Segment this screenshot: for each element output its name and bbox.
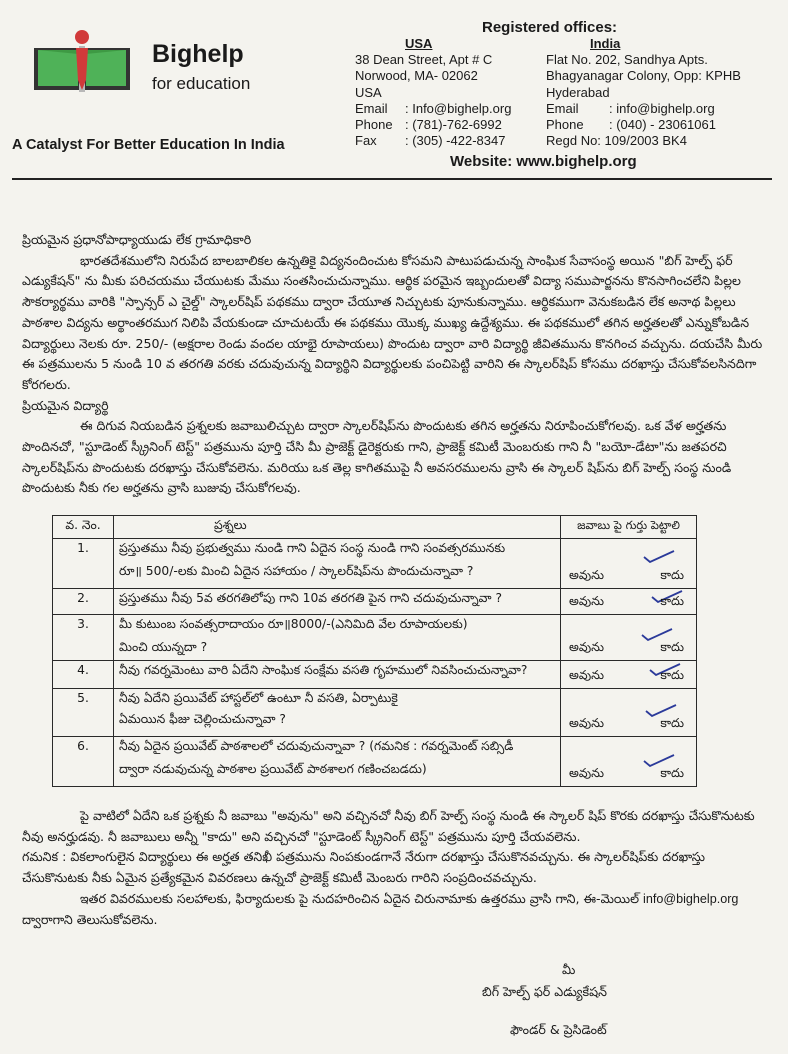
eligibility-paragraph: పై వాటిలో ఏదేని ఒక ప్రశ్నకు నీ జవాబు "అవును" అని వచ్చినచో నీవు బిగ్ హెల్ప్ సంస్థ నుండి ఈ స్కాలర్ షిప్ కొరకు దరఖాస్తు చేసుకొనుటకు నీవు అనర్హుడవు. నీ జవాబులు అన్నీ "కాదు" అని వచ్చినచో "స్టూడెంట్ స్క్రీనింగ్ టెస్ట్" పత్రమును పూర్తి చేయవలెను. — [22, 808, 755, 844]
row-number: 1. — [53, 539, 114, 589]
registered-offices-title: Registered offices: — [482, 19, 618, 36]
table-row — [53, 737, 697, 787]
table-row — [53, 661, 697, 689]
usa-phone-row — [355, 117, 545, 133]
question-line1: నీవు ఏదైన ప్రయివేట్ పాఠశాలలో చదువుచున్నావా ? (గమనిక : గవర్నమెంట్ సబ్సిడీ — [119, 739, 514, 753]
row-number: 3. — [53, 615, 114, 661]
india-phone-row — [546, 117, 781, 133]
salutation-headmaster: ప్రియమైన ప్రధానోపాధ్యాయుడు లేక గ్రామాధికారి — [22, 232, 252, 247]
row-number: 2. — [53, 589, 114, 615]
answer-cell[interactable] — [561, 737, 697, 787]
yes-option[interactable]: అవును — [569, 640, 604, 654]
question-line2: ద్వారా నడువుచున్న పాఠశాల ప్రయివేట్ పాఠశాలగ గణించబడదు) — [119, 762, 427, 776]
india-email-row — [546, 101, 781, 117]
india-line2: Bhagyanagar Colony, Opp: KPHB — [546, 68, 741, 84]
india-line3: Hyderabad — [546, 84, 610, 100]
table-row — [53, 589, 697, 615]
table-row — [53, 615, 697, 661]
no-option[interactable]: కాదు — [660, 594, 684, 608]
row-number: 6. — [53, 737, 114, 787]
header-questions: ప్రశ్నలు — [114, 516, 561, 539]
checkmark-icon — [640, 627, 674, 641]
brand-name: Bighelp — [152, 40, 244, 68]
usa-address — [355, 36, 545, 149]
india-regd: Regd No: 109/2003 BK4 — [546, 133, 687, 149]
checkmark-icon — [642, 753, 676, 767]
checkmark-icon — [644, 703, 678, 717]
india-phone: : (040) - 23061061 — [609, 117, 716, 133]
eligibility-table — [52, 515, 697, 787]
header-answer: జవాబు పై గుర్తు పెట్టాలి — [561, 516, 697, 539]
question-line1: ప్రస్తుతము నీవు ప్రభుత్వము నుండి గాని ఏదైన సంస్థ నుండి గాని సంవత్సరమునకు — [119, 541, 506, 555]
question-line2: రూ॥ 500/-లకు మించి ఏదైన సహాయం / స్కాలర్‌షిప్‌ను పొందుచున్నావా ? — [119, 564, 474, 578]
salutation-student: ప్రియమైన విద్యార్థి — [22, 397, 109, 413]
yes-option[interactable]: అవును — [569, 668, 604, 682]
no-option[interactable]: కాదు — [660, 766, 684, 780]
row-number: 4. — [53, 661, 114, 689]
usa-phone-label: Phone — [355, 117, 393, 133]
intro-paragraph: భారతదేశములోని నిరుపేద బాలబాలికల ఉన్నతికై విద్యనందించుట కోసమని పాటుపడుచున్న సాంఘిక సేవాసంస్థ అయిన "బిగ్ హెల్ప్ ఫర్ ఎడ్యుకేషన్" ను మీకు పరిచయము చేయుటకు మేము సంతసించుచున్నాము. ఆర్థిక పరమైన ఇబ్బందులతో విద్యా సముపార్జనను కొనసాగించలేని పిల్లల సౌకర్యార్థము వారికి "స్పాన్సర్ ఎ చైల్డ్" స్కాలర్‌షిప్ పథకము ద్వారా చేయూత నిచ్చుటకు పూనుకున్నాము. ఆర్థికముగా వెనుకబడిన లేక అనాథ పిల్లలు పాఠశాల విద్యను అర్థాంతరముగ నిలిపి వేయకుండా చూచుటయే ఈ పథకము యొక్క ముఖ్య ఉద్దేశ్యము. ఈ పథకములో తగిన అర్హతలతో ఎన్నుకోబడిన విద్యార్థులు నెలకు రూ. 250/- (అక్షరాల రెండు వందల యాభై రూపాయలు) పొందుట ద్వారా వారి విద్యార్థి జీవితమును కొనగించ వచ్చును. దయచేసి మీరు ఈ పత్రములను 5 నుండి 10 వ తరగతి వరకు చదువుచున్న విద్యార్థిని విద్యార్థులకు పంచిపెట్టి వారిని ఈ స్కాలర్‌షిప్ కోసము దరఖాస్తు చేసుకోవలసినదిగా కోరగలరు. — [22, 252, 763, 392]
letter-intro — [22, 230, 767, 499]
question-line1: నీవు గవర్నమెంటు వారి ఏదేని సాంఘిక సంక్షేమ వసతి గృహములో నివసించుచున్నావా? — [119, 663, 528, 677]
checkmark-icon — [642, 549, 676, 563]
yes-option[interactable]: అవును — [569, 766, 604, 780]
question-line1: మీ కుటుంబ సంవత్సరాదాయం రూ॥8000/-(ఎనిమిది వేల రూపాయలకు) — [119, 617, 468, 631]
instructions-paragraph: ఈ దిగువ నియబడిన ప్రశ్నలకు జవాబులిచ్చుట ద్వారా స్కాలర్‌షిప్‌ను పొందుటకు తగిన అర్హతను నిరూపించుకోగలవు. ఒక వేళ అర్హతను పొందినచో, "స్టూడెంట్ స్క్రీనింగ్ టెస్ట్" పత్రమును పూర్తి చేసి మీ ప్రాజెక్ట్ డైరెక్టరుకు గాని, ప్రాజెక్ట్ కమిటీ మెంబరుకు గాని నీ "బయో-డేటా"ను జతపరచి స్కాలర్‌షిప్‌ను పొందుటకు దరఖాస్తు చేసుకోవలెను. మరియు ఒక తెల్ల కాగితముపై నీ అవసరములను వ్రాసి ఈ స్కాలర్ షిప్‌ను బిగ్ హెల్ప్ సంస్థ నుండి పొందుటకు నీకు గల అర్హతను వ్రాసి బుజువు చేసుకోగలవు. — [22, 418, 732, 496]
question-cell — [114, 589, 561, 615]
letter-closing — [22, 806, 767, 930]
india-email[interactable]: : info@bighelp.org — [609, 100, 715, 116]
no-option[interactable]: కాదు — [660, 668, 684, 682]
no-option[interactable]: కాదు — [660, 640, 684, 654]
question-line2: ఏమయిన ఫీజు చెల్లించుచున్నావా ? — [119, 712, 286, 726]
usa-line3: USA — [355, 84, 382, 100]
india-email-label: Email — [546, 100, 579, 116]
question-cell — [114, 737, 561, 787]
india-line1: Flat No. 202, Sandhya Apts. — [546, 52, 708, 68]
answer-cell[interactable] — [561, 539, 697, 589]
usa-title: USA — [405, 36, 433, 51]
yes-option[interactable]: అవును — [569, 594, 604, 608]
india-address — [546, 36, 781, 149]
question-cell — [114, 539, 561, 589]
tagline: A Catalyst For Better Education In India — [12, 137, 285, 153]
note-paragraph: గమనిక : వికలాంగులైన విద్యార్థులు ఈ అర్హత తనిఖీ పత్రమును నింపకుండగానే నేరుగా దరఖాస్తు చేసుకొనవచ్చును. ఈ స్కాలర్‌షిప్‌కు దరఖాస్తు చేసుకొనుటకు నీకు ఏమైన ప్రత్యేకమైన వివరణలు ఉన్నచో ప్రాజెక్ట్ కమిటీ మెంబరు గారిని సంప్రదించవచ్చును. — [22, 849, 705, 886]
answer-cell[interactable] — [561, 589, 697, 615]
contact-email[interactable]: info@bighelp.org — [643, 891, 739, 906]
answer-cell[interactable] — [561, 689, 697, 737]
usa-line1: 38 Dean Street, Apt # C — [355, 52, 493, 68]
website[interactable]: Website: www.bighelp.org — [450, 153, 637, 170]
usa-fax-row — [355, 133, 545, 149]
question-cell — [114, 661, 561, 689]
contact-text: ఇతర వివరములకు సలహాలకు, ఫిర్యాదులకు పై నుదహరించిన ఏదైన చిరునామాకు ఉత్తరము వ్రాసి గాని, ఈ-మెయిల్ — [80, 890, 640, 906]
question-line2: మించి యున్నదా ? — [119, 640, 208, 654]
table-header — [53, 516, 697, 539]
brand-subtitle: for education — [152, 74, 251, 93]
india-phone-label: Phone — [546, 117, 584, 133]
no-option[interactable]: కాదు — [660, 716, 684, 730]
row-number: 5. — [53, 689, 114, 737]
answer-cell[interactable] — [561, 661, 697, 689]
question-line1: ప్రస్తుతము నీవు 5వ తరగతిలోపు గాని 10వ తరగతి పైన గాని చదువుచున్నావా ? — [119, 591, 503, 605]
yes-option[interactable]: అవును — [569, 716, 604, 730]
question-cell — [114, 615, 561, 661]
contact-text-end: ద్వారాగాని తెలుసుకోవలెను. — [22, 911, 158, 927]
person-icon — [72, 28, 92, 92]
yes-option[interactable]: అవును — [569, 568, 604, 582]
usa-email-row — [355, 101, 545, 117]
usa-email[interactable]: : Info@bighelp.org — [405, 100, 512, 116]
question-line1: నీవు ఏదేని ప్రయివేట్ హాస్టల్‌లో ఉంటూ నీ వసతి, ఏర్పాటుకై — [119, 691, 398, 705]
table-row — [53, 539, 697, 589]
contact-paragraph — [22, 889, 767, 930]
signature-org: బిగ్ హెల్ప్ ఫర్ ఎడ్యుకేషన్ — [482, 984, 607, 999]
usa-fax-label: Fax — [355, 133, 377, 149]
question-cell — [114, 689, 561, 737]
usa-line2: Norwood, MA- 02062 — [355, 68, 478, 84]
no-option[interactable]: కాదు — [660, 568, 684, 582]
header-serial-no: వ. నెం. — [53, 516, 114, 539]
header-divider — [12, 178, 772, 180]
usa-phone: : (781)-762-6992 — [405, 117, 502, 133]
table-row — [53, 689, 697, 737]
signature-mi: మీ — [562, 962, 576, 977]
answer-cell[interactable] — [561, 615, 697, 661]
india-title: India — [590, 36, 621, 51]
usa-fax: : (305) -422-8347 — [405, 133, 506, 149]
usa-email-label: Email — [355, 100, 388, 116]
signature-role: ఫౌండర్ & ప్రెసిడెంట్ — [510, 1022, 607, 1037]
